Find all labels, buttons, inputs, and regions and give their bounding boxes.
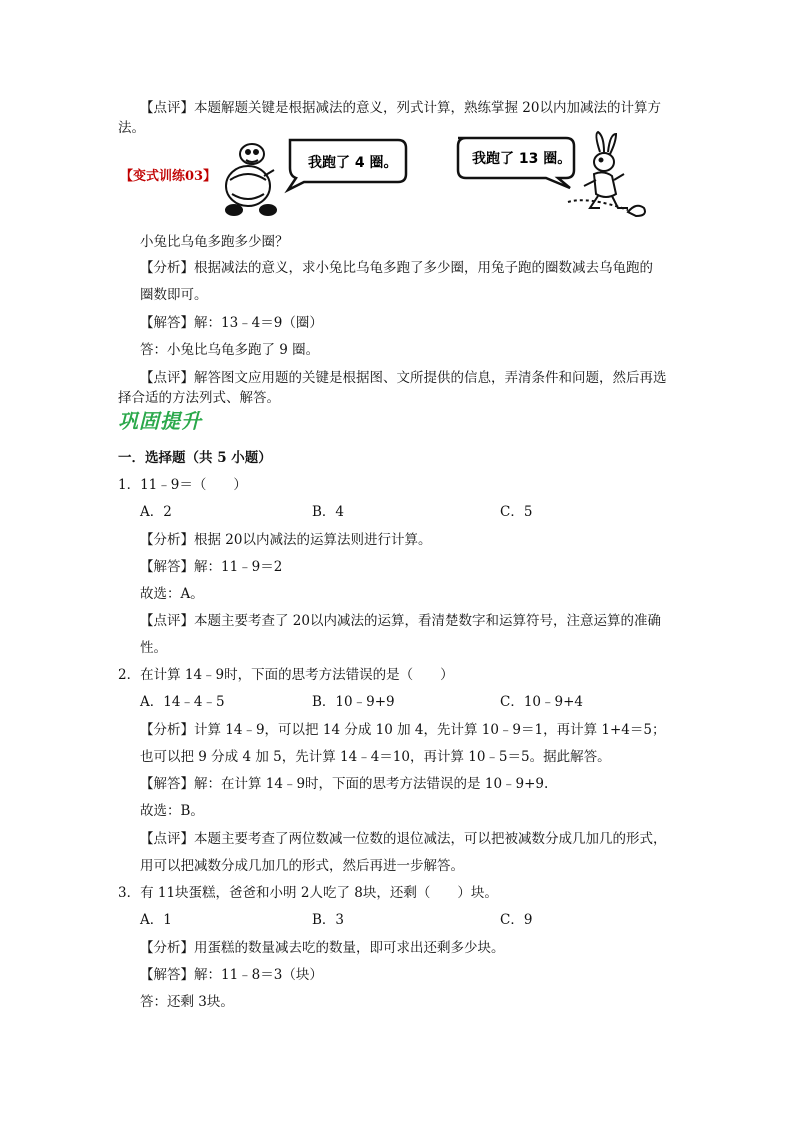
q3-option-c: C．9: [500, 912, 533, 928]
q2-comment-line-2: 用可以把减数分成几加几的形式，然后再进一步解答。: [140, 858, 464, 874]
analysis-tag: 【分析】: [140, 532, 194, 548]
q3-stem: 3．有 11块蛋糕，爸爸和小明 2人吃了 8块，还剩（ ）块。: [118, 885, 498, 901]
comment-text: 本题解题关键是根据减法的意义，列式计算，熟练掌握 20以内加减法的计算方: [194, 100, 661, 116]
analysis-text: 根据 20以内减法的运算法则进行计算。: [194, 532, 432, 548]
q1-choice: 故选：A。: [140, 586, 204, 602]
q3-analysis: [140, 938, 505, 958]
q1-stem: 1．11﹣9＝（ ）: [118, 477, 247, 493]
comment-line: [140, 98, 661, 118]
answer-text: 解：11﹣9＝2: [194, 559, 283, 575]
q1-analysis: [140, 530, 431, 550]
variant-reply: 答：小兔比乌龟多跑了 9 圈。: [140, 342, 320, 358]
section-title: 巩固提升: [118, 409, 202, 433]
q1-option-c: C．5: [500, 504, 533, 520]
q2-stem: 2．在计算 14﹣9时，下面的思考方法错误的是（ ）: [118, 667, 454, 683]
q1-option-b: B．4: [312, 504, 345, 520]
variant-comment-line-2: 择合适的方法列式、解答。: [118, 390, 280, 406]
answer-text: 解：11﹣8＝3（块）: [194, 967, 323, 983]
comment-text: 解答图文应用题的关键是根据图、文所提供的信息，弄清条件和问题，然后再选: [194, 370, 667, 386]
analysis-text: 计算 14﹣9，可以把 14 分成 10 加 4，先计算 10﹣9＝1，再计算 1+4＝5；: [194, 722, 666, 738]
variant-training-tag: 【变式训练03】: [120, 169, 217, 184]
q2-choice: 故选：B。: [140, 803, 204, 819]
q2-analysis: [140, 720, 665, 740]
answer-tag: 【解答】: [140, 559, 194, 575]
comment-tag: 【点评】: [140, 613, 194, 629]
analysis-text: 用蛋糕的数量减去吃的数量，即可求出还剩多少块。: [194, 940, 505, 956]
answer-text: 解：在计算 14﹣9时，下面的思考方法错误的是 10﹣9+9.: [194, 776, 549, 792]
q2-comment: [140, 829, 667, 849]
variant-analysis: [140, 258, 653, 278]
q3-option-a: A．1: [140, 912, 172, 928]
q3-answer: [140, 965, 323, 985]
q1-answer: [140, 557, 282, 577]
comment-tag: 【点评】: [140, 370, 194, 386]
comment-tag: 【点评】: [140, 831, 194, 847]
q1-comment: [140, 611, 661, 631]
rabbit-icon: [568, 132, 645, 216]
q2-answer: [140, 774, 548, 794]
comment-text: 本题主要考查了两位数减一位数的退位减法，可以把被减数分成几加几的形式，: [194, 831, 667, 847]
answer-text: 解：13﹣4＝9（圈）: [194, 315, 323, 331]
q2-option-b: B．10﹣9+9: [312, 694, 395, 710]
q2-option-c: C．10﹣9+4: [500, 694, 583, 710]
comment-tag: 【点评】: [140, 100, 194, 116]
q2-analysis-line-2: 也可以把 9 分成 4 加 5，先计算 14﹣4＝10，再计算 10﹣5＝5。据此解答。: [140, 749, 611, 765]
q1-comment-line-2: 性。: [140, 640, 167, 656]
turtle-speech-text: 我跑了 4 圈。: [308, 155, 398, 171]
q1-option-a: A．2: [140, 504, 172, 520]
variant-question: 小兔比乌龟多跑多少圈？: [140, 234, 289, 250]
variant-answer: [140, 313, 323, 333]
answer-tag: 【解答】: [140, 315, 194, 331]
q2-option-a: A．14﹣4﹣5: [140, 694, 225, 710]
part-title: 一．选择题（共 5 小题）: [118, 450, 272, 466]
answer-tag: 【解答】: [140, 776, 194, 792]
analysis-tag: 【分析】: [140, 260, 194, 276]
comment-line-2: 法。: [118, 120, 145, 136]
variant-analysis-line-2: 圈数即可。: [140, 287, 208, 303]
variant-comment: [140, 368, 667, 388]
turtle-rabbit-illustration: [208, 130, 648, 222]
q3-reply: 答：还剩 3块。: [140, 994, 234, 1010]
analysis-text: 根据减法的意义，求小兔比乌龟多跑了多少圈，用兔子跑的圈数减去乌龟跑的: [194, 260, 653, 276]
answer-tag: 【解答】: [140, 967, 194, 983]
comment-text: 本题主要考查了 20以内减法的运算，看清楚数字和运算符号，注意运算的准确: [194, 613, 661, 629]
q3-option-b: B．3: [312, 912, 345, 928]
analysis-tag: 【分析】: [140, 940, 194, 956]
analysis-tag: 【分析】: [140, 722, 194, 738]
rabbit-speech-text: 我跑了 13 圈。: [472, 151, 572, 167]
turtle-icon: [226, 144, 276, 215]
